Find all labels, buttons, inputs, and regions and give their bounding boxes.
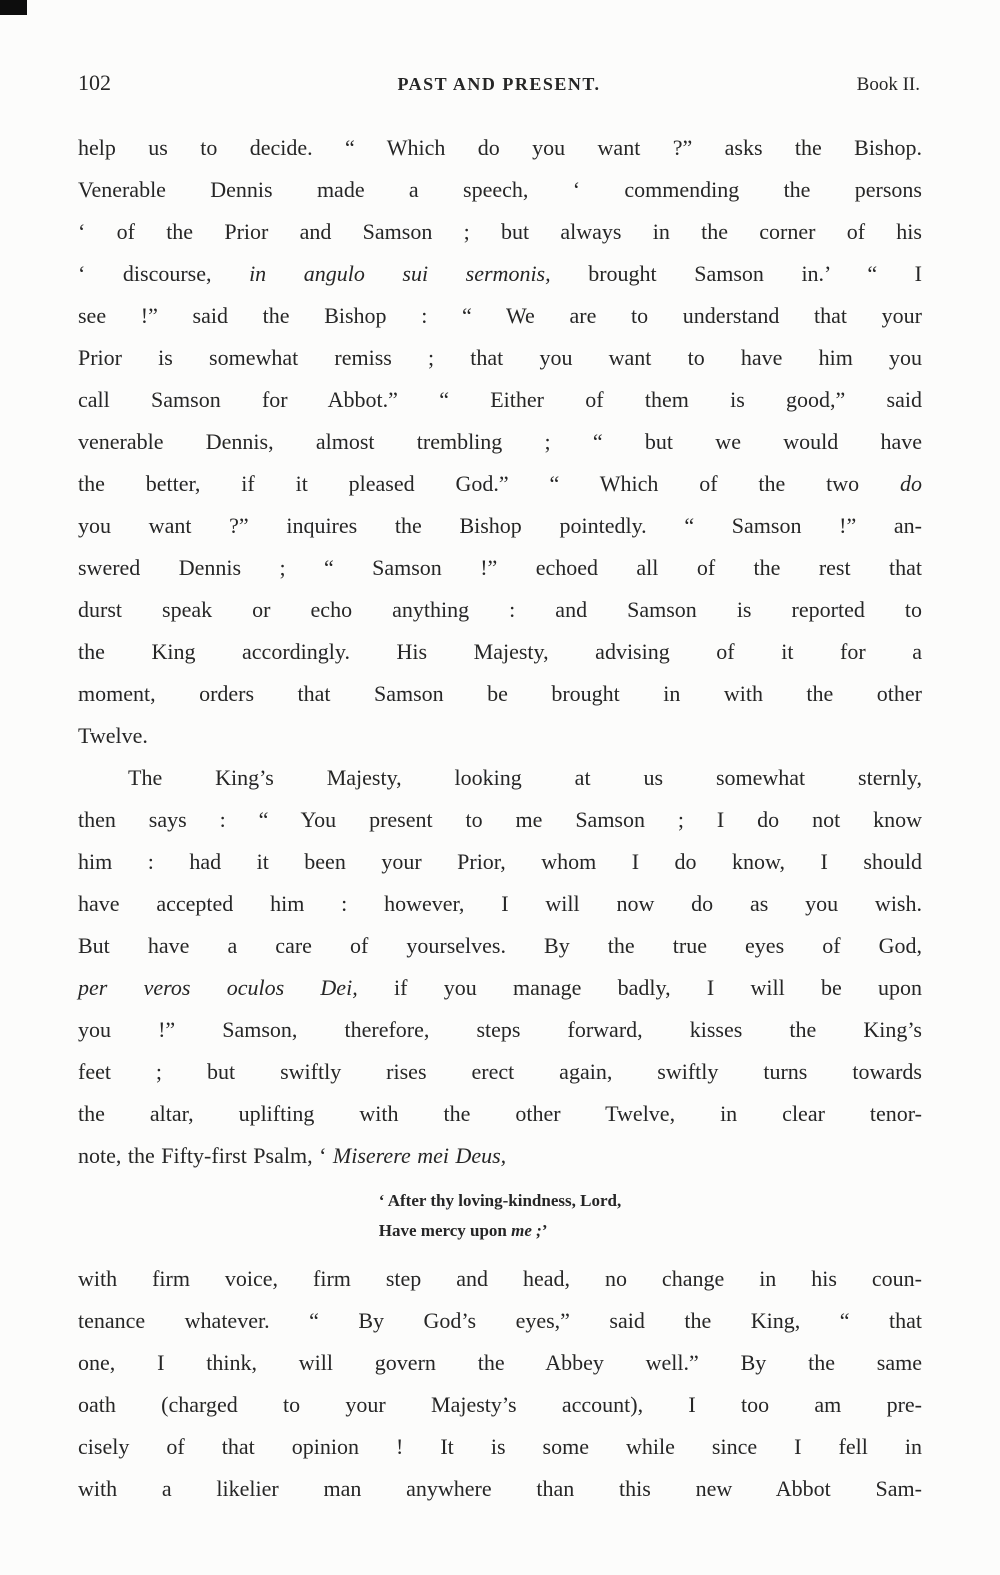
text-line bbox=[78, 673, 922, 715]
text-segment: durst speak or echo anything : and Samson is reported to bbox=[78, 597, 922, 622]
text-segment: brought Samson in.’ “ I bbox=[550, 261, 922, 286]
text-segment: the better, if it pleased God.” “ Which of the two bbox=[78, 471, 900, 496]
text-segment: moment, orders that Samson be brought in with the other bbox=[78, 681, 922, 706]
text-segment: Have mercy upon bbox=[378, 1221, 512, 1240]
text-segment: you !” Samson, therefore, steps forward, kisses the King’s bbox=[78, 1017, 922, 1042]
paragraph bbox=[78, 757, 922, 1177]
scan-artifact bbox=[0, 0, 27, 15]
paragraph bbox=[78, 1258, 922, 1510]
text-line bbox=[78, 757, 922, 799]
text-line bbox=[78, 547, 922, 589]
text-line bbox=[78, 715, 922, 757]
text-segment: ‘ of the Prior and Samson ; but always in the corner of his bbox=[78, 219, 922, 244]
text-line bbox=[78, 1258, 922, 1300]
text-line bbox=[78, 631, 922, 673]
text-segment: Venerable Dennis made a speech, ‘ commending the persons bbox=[78, 177, 922, 202]
text-segment: help us to decide. “ Which do you want ?” asks the Bishop. bbox=[78, 135, 922, 160]
text-segment: call Samson for Abbot.” “ Either of them is good,” said bbox=[78, 387, 922, 412]
text-segment: But have a care of yourselves. By the true eyes of God, bbox=[78, 933, 922, 958]
italic-text-segment: in angulo sui sermonis, bbox=[249, 261, 551, 286]
text-segment: the altar, uplifting with the other Twelve, in clear tenor- bbox=[78, 1101, 922, 1126]
italic-text-segment: per veros oculos Dei, bbox=[78, 975, 358, 1000]
text-line bbox=[78, 463, 922, 505]
text-line bbox=[78, 883, 922, 925]
italic-text-segment: do bbox=[900, 471, 922, 496]
page-number: 102 bbox=[78, 70, 111, 95]
text-line bbox=[78, 925, 922, 967]
text-line bbox=[78, 589, 922, 631]
text-segment: have accepted him : however, I will now do as you wish. bbox=[78, 891, 922, 916]
italic-text-segment: me ; bbox=[511, 1221, 542, 1240]
text-line bbox=[78, 1009, 922, 1051]
running-title: PAST AND PRESENT. bbox=[397, 74, 601, 94]
book-label: Book II. bbox=[856, 74, 920, 95]
page-header bbox=[78, 70, 920, 96]
text-segment: ‘ discourse, bbox=[78, 261, 250, 286]
text-line bbox=[78, 169, 922, 211]
text-segment: Prior is somewhat remiss ; that you want to have him you bbox=[78, 345, 922, 370]
text-segment: with firm voice, firm step and head, no change in his coun- bbox=[78, 1266, 922, 1291]
text-line bbox=[78, 1426, 922, 1468]
text-line bbox=[78, 967, 922, 1009]
text-line bbox=[78, 1135, 922, 1177]
paragraph bbox=[78, 127, 922, 757]
text-line bbox=[78, 799, 922, 841]
text-segment: note, the Fifty-first Psalm, ‘ bbox=[78, 1143, 333, 1168]
text-segment: ‘ After thy loving-kindness, Lord, bbox=[378, 1191, 622, 1210]
text-line bbox=[78, 1093, 922, 1135]
text-segment: you want ?” inquires the Bishop pointedly. “ Samson !” an- bbox=[78, 513, 922, 538]
text-segment: feet ; but swiftly rises erect again, swiftly turns towards bbox=[78, 1059, 922, 1084]
text-line bbox=[78, 1468, 922, 1510]
text-line bbox=[78, 127, 922, 169]
text-segment: venerable Dennis, almost trembling ; “ but we would have bbox=[78, 429, 922, 454]
text-line bbox=[78, 337, 922, 379]
text-segment: cisely of that opinion ! It is some while since I fell in bbox=[78, 1434, 922, 1459]
verse-quote bbox=[379, 1186, 621, 1246]
text-line bbox=[78, 1342, 922, 1384]
text-segment: see !” said the Bishop : “ We are to understand that your bbox=[78, 303, 922, 328]
text-segment: one, I think, will govern the Abbey well.” By the same bbox=[78, 1350, 922, 1375]
text-line bbox=[78, 379, 922, 421]
text-segment: him : had it been your Prior, whom I do know, I should bbox=[78, 849, 922, 874]
text-line bbox=[379, 1186, 621, 1216]
text-segment: with a likelier man anywhere than this new Abbot Sam- bbox=[78, 1476, 922, 1501]
text-line bbox=[379, 1216, 621, 1246]
text-segment: ’ bbox=[541, 1221, 548, 1240]
text-segment: if you manage badly, I will be upon bbox=[357, 975, 923, 1000]
text-line bbox=[78, 1051, 922, 1093]
text-segment: the King accordingly. His Majesty, advising of it for a bbox=[78, 639, 922, 664]
text-segment: oath (charged to your Majesty’s account), I too am pre- bbox=[78, 1392, 922, 1417]
text-segment: tenance whatever. “ By God’s eyes,” said the King, “ that bbox=[78, 1308, 922, 1333]
text-segment: then says : “ You present to me Samson ; I do not know bbox=[78, 807, 922, 832]
text-segment: swered Dennis ; “ Samson !” echoed all of the rest that bbox=[78, 555, 922, 580]
text-segment: Twelve. bbox=[78, 723, 148, 748]
text-line bbox=[78, 295, 922, 337]
page-body bbox=[78, 127, 922, 1510]
text-line bbox=[78, 505, 922, 547]
text-line bbox=[78, 1384, 922, 1426]
text-line bbox=[78, 841, 922, 883]
text-segment: The King’s Majesty, looking at us somewhat sternly, bbox=[128, 765, 922, 790]
italic-text-segment: Miserere mei Deus, bbox=[332, 1143, 507, 1168]
text-line bbox=[78, 421, 922, 463]
text-line bbox=[78, 253, 922, 295]
text-line bbox=[78, 1300, 922, 1342]
text-line bbox=[78, 211, 922, 253]
